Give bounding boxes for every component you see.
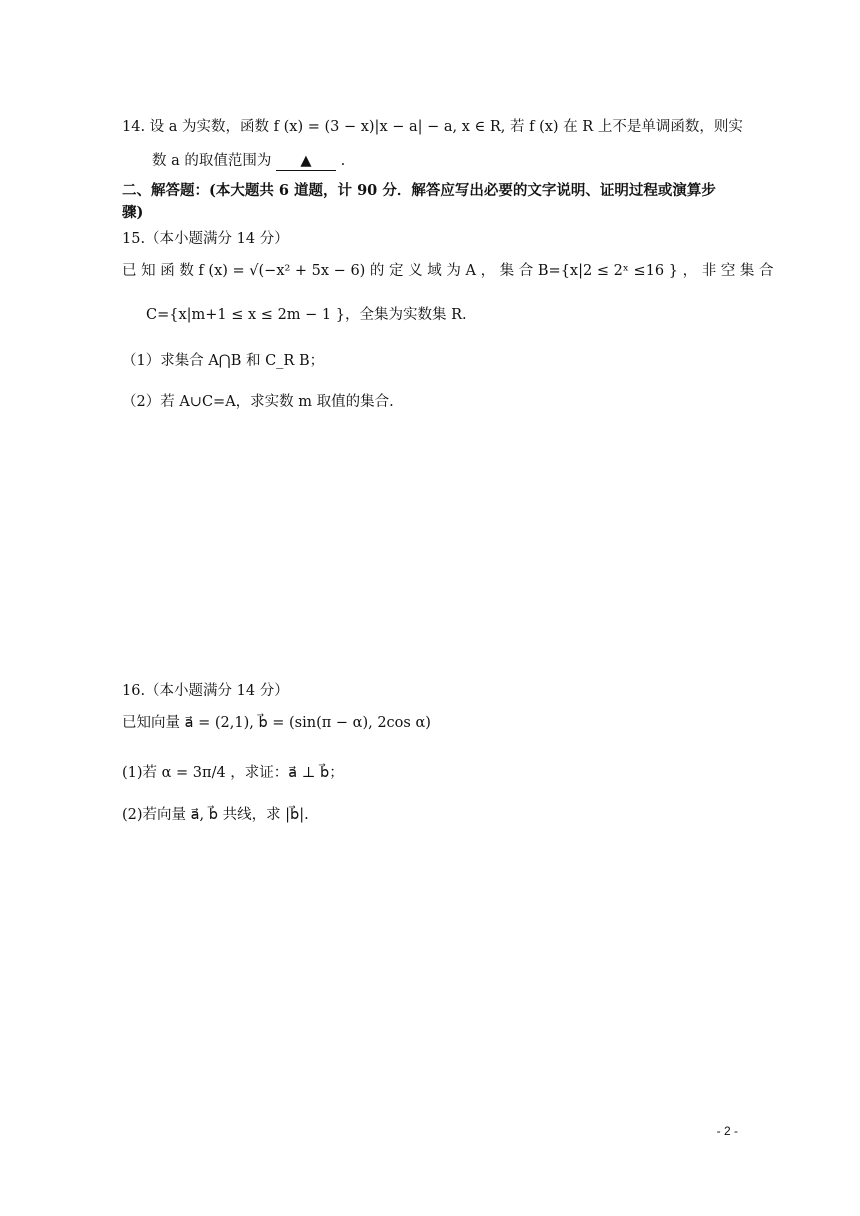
question-15-line-2: C={x|m+1 ≤ x ≤ 2m − 1 }，全集为实数集 R.	[146, 307, 467, 323]
question-15-line-1: 已 知 函 数 f (x) = √(−x² + 5x − 6) 的 定 义 域 为 A ， 集 合 B={x|2 ≤ 2ˣ ≤16 } ， 非 空 集 合	[122, 263, 774, 279]
section-heading-line-2: 骤)	[122, 204, 144, 221]
question-16-part-2: (2)若向量 a⃗, b⃗ 共线，求 |b⃗|.	[122, 807, 309, 823]
page-number: - 2 -	[716, 1124, 738, 1138]
question-14-prompt: 数 a 的取值范围为	[152, 153, 272, 169]
question-15-header: 15.（本小题满分 14 分）	[122, 231, 289, 247]
question-15-part-1: （1）求集合 A⋂B 和 C_R B；	[122, 353, 325, 369]
question-16-line-1: 已知向量 a⃗ = (2,1), b⃗ = (sin(π − α), 2cos α)	[122, 715, 431, 731]
section-heading-line-1: 二、解答题：(本大题共 6 道题，计 90 分．解答应写出必要的文字说明、证明过程或演算步	[122, 182, 716, 199]
question-16-part-1: (1)若 α = 3π/4 ，求证：a⃗ ⊥ b⃗；	[122, 765, 344, 781]
question-15-part-2: （2）若 A∪C=A，求实数 m 取值的集合.	[122, 394, 394, 410]
question-16-header: 16.（本小题满分 14 分）	[122, 683, 289, 699]
answer-blank: ▲	[276, 152, 336, 171]
question-14-line-2	[152, 150, 345, 172]
question-14-period: .	[340, 153, 346, 169]
question-14-line-1: 14. 设 a 为实数，函数 f (x) = (3 − x)|x − a| − a, x ∈ R, 若 f (x) 在 R 上不是单调函数，则实	[122, 119, 743, 135]
